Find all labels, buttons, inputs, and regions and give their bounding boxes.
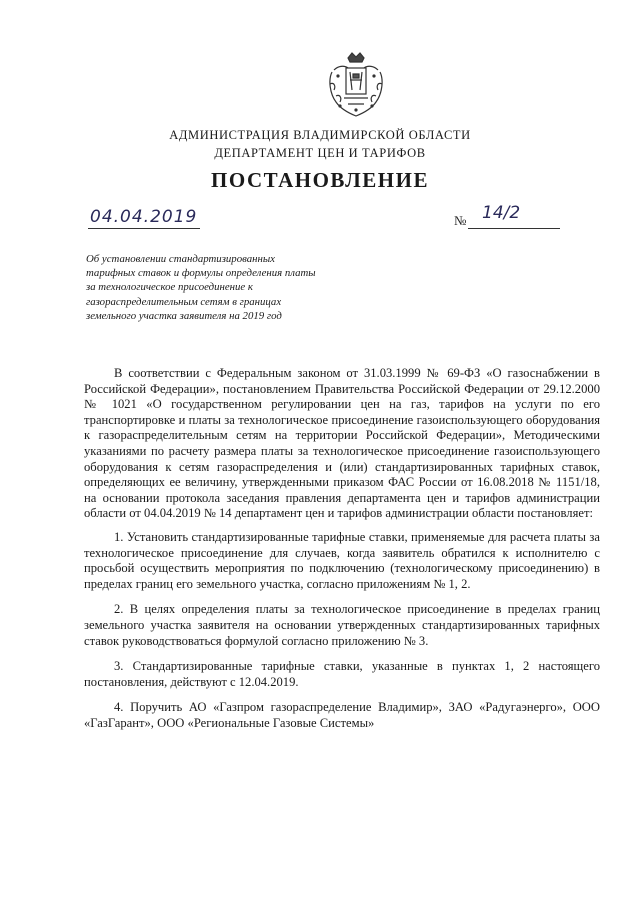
clause-2: 2. В целях определения платы за технологическое присоединение в пределах границ земельного участка заявителя на основании утвержденных стандартизированных тарифных ставок руководствоваться формулой согласно приложению № 3. bbox=[84, 602, 600, 648]
intro-paragraph: В соответствии с Федеральным законом от 31.03.1999 № 69-ФЗ «О газоснабжении в Российской Федерации», постановлением Правительства Российской Федерации от 29.12.2000 № 1021 «О государственном регулировании цен на газ, тарифов на услуги по его транспортировке и платы за технологическое присоединение газоиспользующего оборудования к газораспределительным сетям на территории Российской Федерации», Методическими указаниями по расчету размера платы за технологическое присоединение газоиспользующего оборудования к сетям газораспределения и (или) стандартизированных тарифных ставок, определяющих ее величину, утвержденными приказом ФАС России от 16.08.2018 № 1151/18, на основании протокола заседания правления департамента цен и тарифов администрации области от 04.04.2019 № 14 департамент цен и тарифов администрации области постановляет: bbox=[84, 366, 600, 521]
document-body bbox=[84, 366, 600, 741]
date-underline bbox=[88, 228, 200, 229]
org-name: АДМИНИСТРАЦИЯ ВЛАДИМИРСКОЙ ОБЛАСТИ bbox=[169, 128, 471, 142]
clause-4: 4. Поручить АО «Газпром газораспределение Владимир», ЗАО «Радугаэнерго», ООО «ГазГарант», ООО «Региональные Газовые Системы» bbox=[84, 700, 600, 730]
coat-of-arms-icon bbox=[326, 50, 386, 120]
number-sign: № bbox=[454, 213, 467, 228]
handwritten-number: 14/2 bbox=[482, 203, 521, 223]
subject-text: Об установлении стандартизированных тарифных ставок и формулы определения платы за технологическое присоединение к газораспределительным сетям в границах земельного участка заявителя на 2019 год bbox=[86, 253, 316, 322]
doc-title: ПОСТАНОВЛЕНИЕ bbox=[211, 168, 429, 192]
clause-3: 3. Стандартизированные тарифные ставки, указанные в пунктах 1, 2 настоящего постановления, действуют с 12.04.2019. bbox=[84, 659, 600, 689]
clause-1: 1. Установить стандартизированные тарифные ставки, применяемые для расчета платы за технологическое присоединение для случаев, когда заявитель обратился к исполнителю с просьбой осуществить мероприятия по подключению (технологическому присоединению) в пределах границ его земельного участка, согласно приложениям № 1, 2. bbox=[84, 529, 600, 591]
number-underline bbox=[468, 228, 560, 229]
department-name: ДЕПАРТАМЕНТ ЦЕН И ТАРИФОВ bbox=[214, 146, 426, 160]
handwritten-date: 04.04.2019 bbox=[90, 207, 198, 227]
